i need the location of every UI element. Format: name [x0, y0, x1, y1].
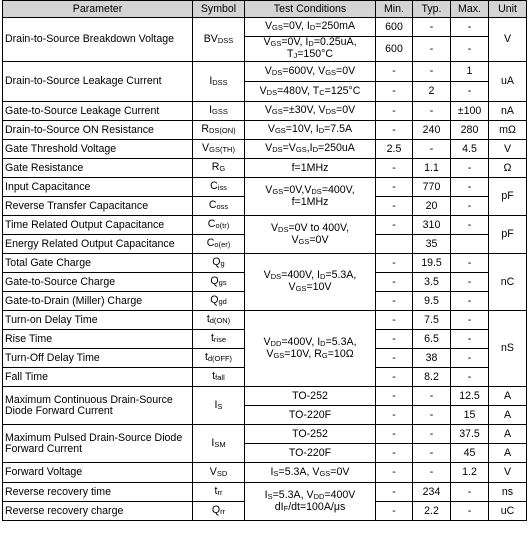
max-cell: 280	[451, 121, 489, 140]
symbol-cell: td(ON)	[193, 311, 245, 330]
unit-cell: nS	[489, 311, 527, 387]
parameter-cell: Gate Threshold Voltage	[3, 140, 193, 159]
parameter-cell: Reverse recovery charge	[3, 502, 193, 521]
max-cell: -	[451, 82, 489, 102]
typ-cell: -	[413, 425, 451, 444]
table-row	[3, 254, 527, 273]
condition-cell: IS=5.3A, VGS=0V	[245, 463, 376, 483]
max-cell: -	[451, 502, 489, 521]
max-cell: -	[451, 178, 489, 197]
min-cell: -	[376, 406, 413, 425]
table-row	[3, 140, 527, 159]
parameter-cell: Total Gate Charge	[3, 254, 193, 273]
symbol-cell: VGS(TH)	[193, 140, 245, 159]
parameter-cell: Input Capacitance	[3, 178, 193, 197]
typ-cell: -	[413, 37, 451, 62]
max-cell	[451, 235, 489, 254]
condition-cell: VGS=±30V, VDS=0V	[245, 102, 376, 121]
condition-cell: VGS=0V,VDS=400V, f=1MHz	[245, 178, 376, 216]
condition-cell: VGS=10V, ID=7.5A	[245, 121, 376, 140]
typ-cell: 1.1	[413, 159, 451, 178]
min-cell: 2.5	[376, 140, 413, 159]
symbol-cell: VSD	[193, 463, 245, 483]
max-cell: 1	[451, 62, 489, 82]
max-cell: ±100	[451, 102, 489, 121]
table-row	[3, 311, 527, 330]
typ-cell: 2	[413, 82, 451, 102]
condition-cell: f=1MHz	[245, 159, 376, 178]
max-cell: -	[451, 37, 489, 62]
max-cell: 1.2	[451, 463, 489, 483]
min-cell: -	[376, 197, 413, 216]
condition-cell: VDS=480V, TC=125°C	[245, 82, 376, 102]
table-row	[3, 121, 527, 140]
min-cell: -	[376, 444, 413, 463]
unit-cell: V	[489, 140, 527, 159]
table-row	[3, 483, 527, 502]
condition-cell: VDS=VGS,ID=250uA	[245, 140, 376, 159]
header-test-conditions: Test Conditions	[245, 1, 376, 18]
parameter-cell: Time Related Output Capacitance	[3, 216, 193, 235]
typ-cell: 20	[413, 197, 451, 216]
min-cell: -	[376, 483, 413, 502]
max-cell: 4.5	[451, 140, 489, 159]
parameter-cell: Maximum Pulsed Drain-Source Diode Forward Current	[3, 425, 193, 463]
condition-cell: IS=5.3A, VDD=400V dIF/dt=100A/μs	[245, 483, 376, 521]
max-cell: -	[451, 18, 489, 37]
parameter-cell: Gate Resistance	[3, 159, 193, 178]
symbol-cell: BVDSS	[193, 18, 245, 62]
min-cell: 600	[376, 37, 413, 62]
min-cell: -	[376, 254, 413, 273]
typ-cell: 2.2	[413, 502, 451, 521]
max-cell: -	[451, 368, 489, 387]
table-header-row	[3, 1, 527, 18]
header-parameter: Parameter	[3, 1, 193, 18]
min-cell: -	[376, 311, 413, 330]
table-row	[3, 216, 527, 235]
symbol-cell: IGSS	[193, 102, 245, 121]
parameter-cell: Drain-to-Source Breakdown Voltage	[3, 18, 193, 62]
condition-cell: TO-252	[245, 387, 376, 406]
typ-cell: 310	[413, 216, 451, 235]
symbol-cell: td(OFF)	[193, 349, 245, 368]
symbol-cell: trr	[193, 483, 245, 502]
unit-cell: nA	[489, 102, 527, 121]
table-row	[3, 62, 527, 82]
parameter-cell: Fall Time	[3, 368, 193, 387]
symbol-cell: Ciss	[193, 178, 245, 197]
typ-cell: 3.5	[413, 273, 451, 292]
parameter-cell: Drain-to-Source Leakage Current	[3, 62, 193, 102]
min-cell: -	[376, 62, 413, 82]
header-typ: Typ.	[413, 1, 451, 18]
parameter-cell: Turn-on Delay Time	[3, 311, 193, 330]
parameter-cell: Energy Related Output Capacitance	[3, 235, 193, 254]
min-cell: -	[376, 502, 413, 521]
max-cell: -	[451, 292, 489, 311]
symbol-cell: IDSS	[193, 62, 245, 102]
typ-cell: 7.5	[413, 311, 451, 330]
typ-cell: 9.5	[413, 292, 451, 311]
min-cell: -	[376, 178, 413, 197]
symbol-cell: Qg	[193, 254, 245, 273]
unit-cell: uA	[489, 62, 527, 102]
symbol-cell: Qrr	[193, 502, 245, 521]
parameter-cell: Gate-to-Source Leakage Current	[3, 102, 193, 121]
table-row	[3, 159, 527, 178]
unit-cell: A	[489, 444, 527, 463]
min-cell: -	[376, 121, 413, 140]
typ-cell: 38	[413, 349, 451, 368]
min-cell: -	[376, 387, 413, 406]
parameter-cell: Gate-to-Drain (Miller) Charge	[3, 292, 193, 311]
max-cell: -	[451, 216, 489, 235]
min-cell: -	[376, 330, 413, 349]
typ-cell: 240	[413, 121, 451, 140]
min-cell: -	[376, 216, 413, 235]
condition-cell: VDS=600V, VGS=0V	[245, 62, 376, 82]
max-cell: -	[451, 159, 489, 178]
parameter-cell: Reverse Transfer Capacitance	[3, 197, 193, 216]
condition-cell: VDS=400V, ID=5.3A, VGS=10V	[245, 254, 376, 311]
min-cell: -	[376, 425, 413, 444]
parameter-cell: Rise Time	[3, 330, 193, 349]
header-min: Min.	[376, 1, 413, 18]
condition-cell: TO-252	[245, 425, 376, 444]
typ-cell: -	[413, 140, 451, 159]
condition-cell: VGS=0V, ID=0.25uA, TJ=150°C	[245, 37, 376, 62]
parameter-cell: Gate-to-Source Charge	[3, 273, 193, 292]
parameter-cell: Reverse recovery time	[3, 483, 193, 502]
condition-cell: VDS=0V to 400V, VGS=0V	[245, 216, 376, 254]
unit-cell: mΩ	[489, 121, 527, 140]
parameter-cell: Maximum Continuous Drain-Source Diode Forward Current	[3, 387, 193, 425]
table-row	[3, 178, 527, 197]
symbol-cell: Qgs	[193, 273, 245, 292]
typ-cell: -	[413, 102, 451, 121]
unit-cell: A	[489, 387, 527, 406]
condition-cell: VDD=400V, ID=5.3A, VGS=10V, RG=10Ω	[245, 311, 376, 387]
parameter-cell: Turn-Off Delay Time	[3, 349, 193, 368]
typ-cell: 8.2	[413, 368, 451, 387]
symbol-cell: Coss	[193, 197, 245, 216]
min-cell: -	[376, 463, 413, 483]
max-cell: -	[451, 254, 489, 273]
symbol-cell: RDS(ON)	[193, 121, 245, 140]
min-cell: 600	[376, 18, 413, 37]
symbol-cell: Qgd	[193, 292, 245, 311]
typ-cell: -	[413, 387, 451, 406]
min-cell: -	[376, 273, 413, 292]
typ-cell: -	[413, 18, 451, 37]
symbol-cell: RG	[193, 159, 245, 178]
header-max: Max.	[451, 1, 489, 18]
min-cell: -	[376, 102, 413, 121]
condition-cell: TO-220F	[245, 406, 376, 425]
typ-cell: -	[413, 463, 451, 483]
unit-cell: uC	[489, 502, 527, 521]
unit-cell: V	[489, 463, 527, 483]
max-cell: -	[451, 330, 489, 349]
max-cell: -	[451, 483, 489, 502]
electrical-characteristics-table	[2, 0, 527, 521]
min-cell: -	[376, 349, 413, 368]
unit-cell: Ω	[489, 159, 527, 178]
typ-cell: -	[413, 406, 451, 425]
table-row	[3, 463, 527, 483]
table-row	[3, 102, 527, 121]
parameter-cell: Forward Voltage	[3, 463, 193, 483]
max-cell: 37.5	[451, 425, 489, 444]
table-row	[3, 425, 527, 444]
max-cell: -	[451, 349, 489, 368]
typ-cell: -	[413, 62, 451, 82]
min-cell: -	[376, 368, 413, 387]
max-cell: -	[451, 311, 489, 330]
min-cell: -	[376, 292, 413, 311]
max-cell: 12.5	[451, 387, 489, 406]
typ-cell: 19.5	[413, 254, 451, 273]
typ-cell: 6.5	[413, 330, 451, 349]
unit-cell: nC	[489, 254, 527, 311]
unit-cell: ns	[489, 483, 527, 502]
max-cell: -	[451, 273, 489, 292]
max-cell: -	[451, 197, 489, 216]
parameter-cell: Drain-to-Source ON Resistance	[3, 121, 193, 140]
symbol-cell: trise	[193, 330, 245, 349]
unit-cell: A	[489, 406, 527, 425]
header-unit: Unit	[489, 1, 527, 18]
condition-cell: TO-220F	[245, 444, 376, 463]
unit-cell: A	[489, 425, 527, 444]
table-row	[3, 387, 527, 406]
header-symbol: Symbol	[193, 1, 245, 18]
symbol-cell: Co(tr)	[193, 216, 245, 235]
symbol-cell: tfall	[193, 368, 245, 387]
typ-cell: -	[413, 444, 451, 463]
table-row	[3, 18, 527, 37]
typ-cell: 35	[413, 235, 451, 254]
symbol-cell: IS	[193, 387, 245, 425]
symbol-cell: Co(er)	[193, 235, 245, 254]
max-cell: 15	[451, 406, 489, 425]
max-cell: 45	[451, 444, 489, 463]
unit-cell: pF	[489, 178, 527, 216]
condition-cell: VGS=0V, ID=250mA	[245, 18, 376, 37]
min-cell	[376, 235, 413, 254]
unit-cell: V	[489, 18, 527, 62]
min-cell: -	[376, 82, 413, 102]
unit-cell: pF	[489, 216, 527, 254]
typ-cell: 770	[413, 178, 451, 197]
min-cell: -	[376, 159, 413, 178]
typ-cell: 234	[413, 483, 451, 502]
symbol-cell: ISM	[193, 425, 245, 463]
